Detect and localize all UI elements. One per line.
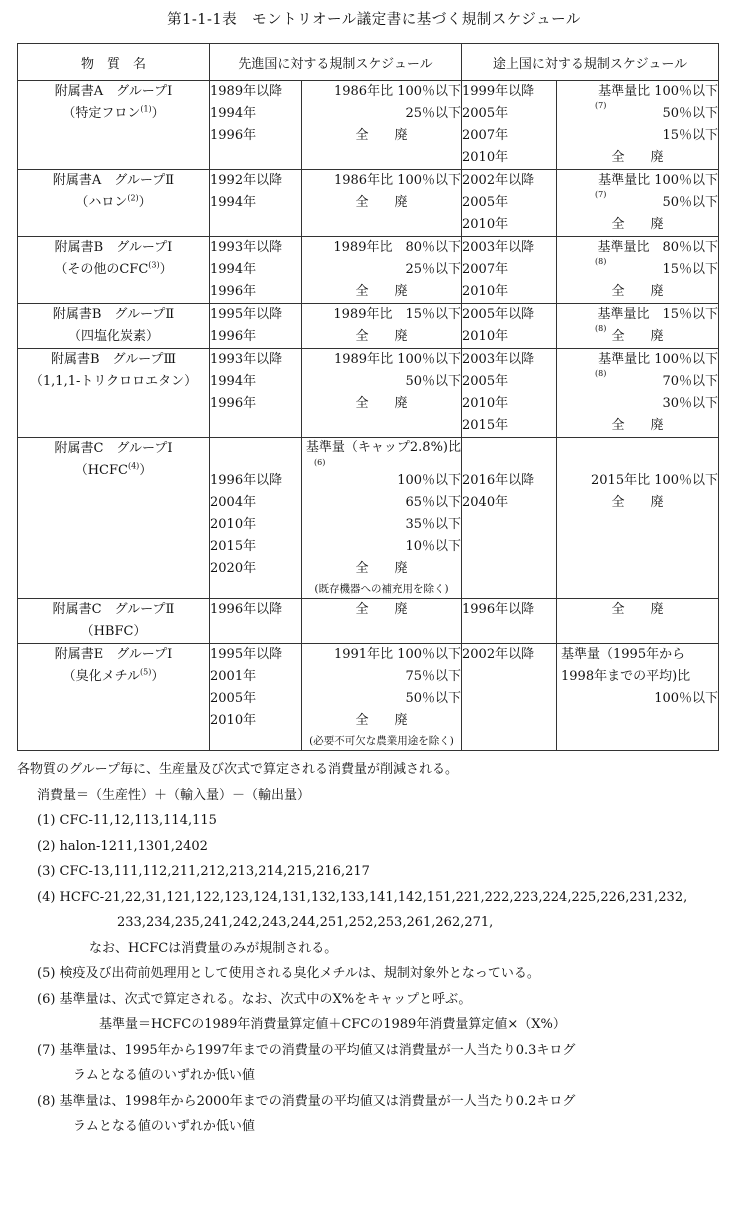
- developed-year: 1994年: [210, 106, 257, 121]
- developing-years-cell: [462, 81, 557, 170]
- header-substance: 物 質 名: [18, 44, 210, 81]
- substance-annex: 附属書B グループⅢ: [50, 352, 177, 367]
- table-title: 第1-1-1表 モントリオール議定書に基づく規制スケジュール: [167, 12, 581, 28]
- developing-reduction: 1998年までの平均)比: [561, 669, 691, 684]
- developing-year: 2002年以降: [462, 647, 535, 662]
- note-intro: 各物質のグループ毎に、生産量及び次式で算定される消費量が削減される。: [17, 762, 458, 777]
- substance-common-name: [18, 192, 209, 214]
- substance-annex: 附属書A グループⅡ: [52, 173, 175, 188]
- developed-year: 1995年以降: [210, 647, 283, 662]
- developed-years-cell: [210, 349, 302, 438]
- developed-year: 1993年以降: [210, 240, 283, 255]
- footnote-ref: (1): [140, 104, 152, 114]
- developed-years-cell: [210, 170, 302, 237]
- substance-annex: 附属書E グループⅠ: [54, 647, 173, 662]
- developed-year: 2020年: [210, 561, 257, 576]
- developed-exception-note: (必要不可欠な農業用途を除く): [309, 735, 454, 747]
- substance-label-close: ）: [138, 195, 152, 210]
- header-developed: 先進国に対する規制スケジュール: [210, 44, 462, 81]
- note-3: (3) CFC-13,111,112,211,212,213,214,215,216,217: [37, 864, 370, 879]
- developed-years-cell: [210, 304, 302, 349]
- developing-reduction: 基準量比 15％以下: [597, 307, 719, 322]
- developed-reduction: 1989年比 80％以下: [333, 240, 462, 255]
- developing-years-cell: [462, 237, 557, 304]
- developing-years-cell: [462, 644, 557, 751]
- substance-common-name: [18, 460, 209, 482]
- developing-reduction: 50％以下: [662, 106, 719, 121]
- note-8a: (8) 基準量は、1998年から2000年までの消費量の平均値又は消費量が一人当たり0.2キログ: [37, 1093, 576, 1109]
- developed-year: 1996年以降: [210, 473, 283, 488]
- developed-reduction-cell: [302, 237, 462, 304]
- developing-year: 2010年: [462, 284, 509, 299]
- developing-year: 2010年: [462, 150, 509, 165]
- developing-year: 1999年以降: [462, 84, 535, 99]
- developed-reduction: 全 廃: [355, 713, 408, 728]
- substance-label: （臭化メチル: [62, 669, 140, 684]
- developing-years-cell: [462, 599, 557, 644]
- developed-reduction: 25％以下: [405, 262, 462, 277]
- developing-reduction-cell: [557, 644, 719, 751]
- substance-label: （その他のCFC: [54, 262, 149, 277]
- developed-year: 1996年: [210, 284, 257, 299]
- footnote-ref: (6): [314, 458, 326, 467]
- developed-reduction-cell: [302, 81, 462, 170]
- developing-year: 2010年: [462, 396, 509, 411]
- note-4b: 233,234,235,241,242,243,244,251,252,253,261,262,271,: [117, 915, 494, 930]
- developing-reduction: 全 廃: [611, 495, 664, 510]
- developing-reduction-cell: 基準量比 100％以下 (7) 50％以下 全 廃: [557, 170, 719, 237]
- developing-reduction: 100％以下: [654, 691, 719, 706]
- developed-reduction: 10％以下: [405, 539, 462, 554]
- developing-year: 2010年: [462, 329, 509, 344]
- developing-reduction: 全 廃: [611, 284, 664, 299]
- developing-reduction: 全 廃: [611, 150, 664, 165]
- developed-year: 1996年: [210, 329, 257, 344]
- table-row: [18, 304, 719, 349]
- developed-year: 1989年以降: [210, 84, 283, 99]
- developing-years-cell: [462, 170, 557, 237]
- substance-annex: 附属書B グループⅡ: [52, 307, 175, 322]
- footnote-ref: (3): [148, 260, 160, 270]
- substance-label: （1,1,1-トリクロロエタン）: [29, 374, 198, 389]
- substance-common-name: [18, 666, 209, 688]
- developed-years-cell: [210, 438, 302, 599]
- table-row: [18, 438, 719, 599]
- footnote-ref: (2): [127, 193, 139, 203]
- substance-name-cell: [18, 599, 210, 644]
- footnote-ref: (5): [140, 667, 152, 677]
- substance-annex: 附属書A グループⅠ: [54, 84, 173, 99]
- developing-year: 2010年: [462, 217, 509, 232]
- developing-year: 2007年: [462, 262, 509, 277]
- table-row: [18, 644, 719, 751]
- developing-reduction: 15％以下: [662, 128, 719, 143]
- developed-reduction: 100％以下: [397, 473, 462, 488]
- developing-reduction-cell: [557, 438, 719, 599]
- developing-reduction: 50％以下: [662, 195, 719, 210]
- developed-year: 1994年: [210, 374, 257, 389]
- substance-label: （四塩化炭素）: [67, 329, 159, 344]
- developed-year: 1996年: [210, 128, 257, 143]
- note-4c: なお、HCFCは消費量のみが規制される。: [89, 940, 338, 956]
- developed-reduction-cell: [302, 644, 462, 751]
- developed-reduction: 50％以下: [405, 374, 462, 389]
- substance-name-cell: [18, 304, 210, 349]
- developed-year: 2015年: [210, 539, 257, 554]
- developed-year: 2010年: [210, 517, 257, 532]
- substance-name-cell: [18, 644, 210, 751]
- substance-common-name: [18, 103, 209, 125]
- substance-name-cell: [18, 237, 210, 304]
- substance-name-cell: [18, 349, 210, 438]
- substance-name-cell: [18, 438, 210, 599]
- developing-reduction: 全 廃: [611, 329, 664, 344]
- developed-year: 2001年: [210, 669, 257, 684]
- developing-reduction: 全 廃: [611, 602, 664, 617]
- developed-years-cell: [210, 237, 302, 304]
- developed-reduction: 1989年比 100％以下: [333, 352, 462, 367]
- developed-year: 1994年: [210, 195, 257, 210]
- substance-label: （HBFC）: [80, 624, 147, 639]
- substance-annex: 附属書C グループⅡ: [52, 602, 175, 617]
- developing-reduction: 基準量比 100％以下: [598, 173, 719, 188]
- developed-reduction: 65％以下: [405, 495, 462, 510]
- developed-year: 1996年以降: [210, 602, 283, 617]
- footnote-ref: (4): [127, 461, 140, 471]
- developed-reduction: 35％以下: [405, 517, 462, 532]
- developed-year: 1993年以降: [210, 352, 283, 367]
- substance-label: （ハロン: [75, 195, 128, 210]
- note-8b: ラムとなる値のいずれか低い値: [73, 1119, 255, 1134]
- developed-reduction-cell: [302, 438, 462, 599]
- substance-common-name: [18, 621, 209, 643]
- developing-reduction-cell: 基準量比 15％以下 (8) 全 廃: [557, 304, 719, 349]
- developing-years-cell: [462, 304, 557, 349]
- developing-year: 2040年: [462, 495, 509, 510]
- developing-year: 2015年: [462, 418, 509, 433]
- developed-exception-note: (既存機器への補充用を除く): [314, 583, 449, 595]
- substance-label-close: ）: [139, 463, 153, 478]
- developing-reduction: 15％以下: [662, 262, 719, 277]
- developed-years-cell: [210, 599, 302, 644]
- note-6b: 基準量＝HCFCの1989年消費量算定値＋CFCの1989年消費量算定値×（X%）: [99, 1017, 566, 1032]
- developing-reduction-cell: 基準量比 80％以下 (8) 15％以下 全 廃: [557, 237, 719, 304]
- developing-reduction: 70％以下: [662, 374, 719, 389]
- developing-reduction-cell: [557, 599, 719, 644]
- developing-reduction: 全 廃: [611, 217, 664, 232]
- substance-label-close: ）: [159, 262, 173, 277]
- developed-reduction: 全 廃: [355, 284, 408, 299]
- substance-name-cell: [18, 81, 210, 170]
- substance-annex: 附属書B グループⅠ: [54, 240, 173, 255]
- note-2: (2) halon-1211,1301,2402: [37, 838, 208, 854]
- developing-reduction: 基準量（1995年から: [561, 647, 686, 662]
- developed-baseline-label: 基準量（キャップ2.8%)比: [305, 440, 462, 455]
- developed-reduction: 全 廃: [355, 128, 408, 143]
- developed-reduction: 全 廃: [355, 329, 408, 344]
- developed-reduction: 25％以下: [405, 106, 462, 121]
- developed-year: 1995年以降: [210, 307, 283, 322]
- developed-year: 1992年以降: [210, 173, 283, 188]
- developed-years-cell: [210, 81, 302, 170]
- developed-reduction: 全 廃: [355, 396, 408, 411]
- developing-year: 2007年: [462, 128, 509, 143]
- developed-reduction-cell: [302, 304, 462, 349]
- developed-year: 2005年: [210, 691, 257, 706]
- substance-label: （特定フロン: [62, 106, 141, 121]
- developed-reduction: 全 廃: [355, 195, 408, 210]
- developing-year: 1996年以降: [462, 602, 535, 617]
- substance-common-name: [18, 326, 209, 348]
- developing-reduction-cell: 基準量比 100％以下 (8) 70％以下 30％以下 全 廃: [557, 349, 719, 438]
- note-4a: (4) HCFC-21,22,31,121,122,123,124,131,132,133,141,142,151,221,222,223,224,225,226,231,232,: [37, 889, 688, 905]
- developed-reduction-cell: [302, 349, 462, 438]
- developed-reduction: 1986年比 100％以下: [333, 173, 462, 188]
- developing-year: 2005年: [462, 374, 509, 389]
- regulation-schedule-table: [17, 43, 719, 751]
- developing-reduction: 30％以下: [662, 396, 719, 411]
- table-row: [18, 349, 719, 438]
- developed-reduction: 1986年比 100％以下: [333, 84, 462, 99]
- developing-year: 2016年以降: [462, 473, 535, 488]
- header-developing: 途上国に対する規制スケジュール: [462, 44, 719, 81]
- note-6a: (6) 基準量は、次式で算定される。なお、次式中のX%をキャップと呼ぶ。: [37, 991, 472, 1007]
- note-formula: 消費量＝（生産性）＋（輸入量）－（輸出量）: [37, 787, 311, 803]
- table-row: [18, 599, 719, 644]
- developing-year: 2005年: [462, 106, 509, 121]
- substance-annex: 附属書C グループⅠ: [54, 441, 173, 456]
- developed-reduction-cell: [302, 599, 462, 644]
- developed-reduction: 全 廃: [355, 602, 408, 617]
- table-row: [18, 237, 719, 304]
- developed-reduction: 50％以下: [405, 691, 462, 706]
- developing-year: 2005年以降: [462, 307, 535, 322]
- substance-label-close: ）: [151, 669, 165, 684]
- developed-year: 2004年: [210, 495, 257, 510]
- developing-years-cell: [462, 349, 557, 438]
- developing-reduction: 基準量比 80％以下: [597, 240, 719, 255]
- footnotes: [17, 757, 737, 1140]
- developing-reduction: 全 廃: [611, 418, 664, 433]
- developed-years-cell: [210, 644, 302, 751]
- substance-common-name: [18, 371, 209, 393]
- table-row: [18, 81, 719, 170]
- developing-year: 2003年以降: [462, 352, 535, 367]
- note-7a: (7) 基準量は、1995年から1997年までの消費量の平均値又は消費量が一人当たり0.3キログ: [37, 1042, 576, 1058]
- developing-reduction-cell: 基準量比 100％以下 (7) 50％以下 15％以下 全 廃: [557, 81, 719, 170]
- developing-year: 2002年以降: [462, 173, 535, 188]
- developed-reduction: 全 廃: [355, 561, 408, 576]
- substance-label-close: ）: [151, 106, 165, 121]
- note-1: (1) CFC-11,12,113,114,115: [37, 813, 217, 828]
- substance-name-cell: [18, 170, 210, 237]
- developed-reduction: 1989年比 15％以下: [333, 307, 462, 322]
- developing-year: 2003年以降: [462, 240, 535, 255]
- developed-reduction: 1991年比 100％以下: [333, 647, 462, 662]
- substance-label: （HCFC: [74, 463, 128, 478]
- developed-reduction: 75％以下: [405, 669, 462, 684]
- developing-reduction: 基準量比 100％以下: [598, 84, 719, 99]
- developing-year: 2005年: [462, 195, 509, 210]
- substance-common-name: [18, 259, 209, 281]
- table-header-row: [18, 44, 719, 81]
- developed-year: 2010年: [210, 713, 257, 728]
- developing-reduction: 2015年比 100％以下: [591, 473, 719, 488]
- developing-years-cell: [462, 438, 557, 599]
- developed-year: 1996年: [210, 396, 257, 411]
- note-7b: ラムとなる値のいずれか低い値: [73, 1068, 255, 1083]
- developing-reduction: 基準量比 100％以下: [598, 352, 719, 367]
- table-row: [18, 170, 719, 237]
- note-5: (5) 検疫及び出荷前処理用として使用される臭化メチルは、規制対象外となっている。: [37, 966, 540, 981]
- developed-reduction-cell: [302, 170, 462, 237]
- developed-year: 1994年: [210, 262, 257, 277]
